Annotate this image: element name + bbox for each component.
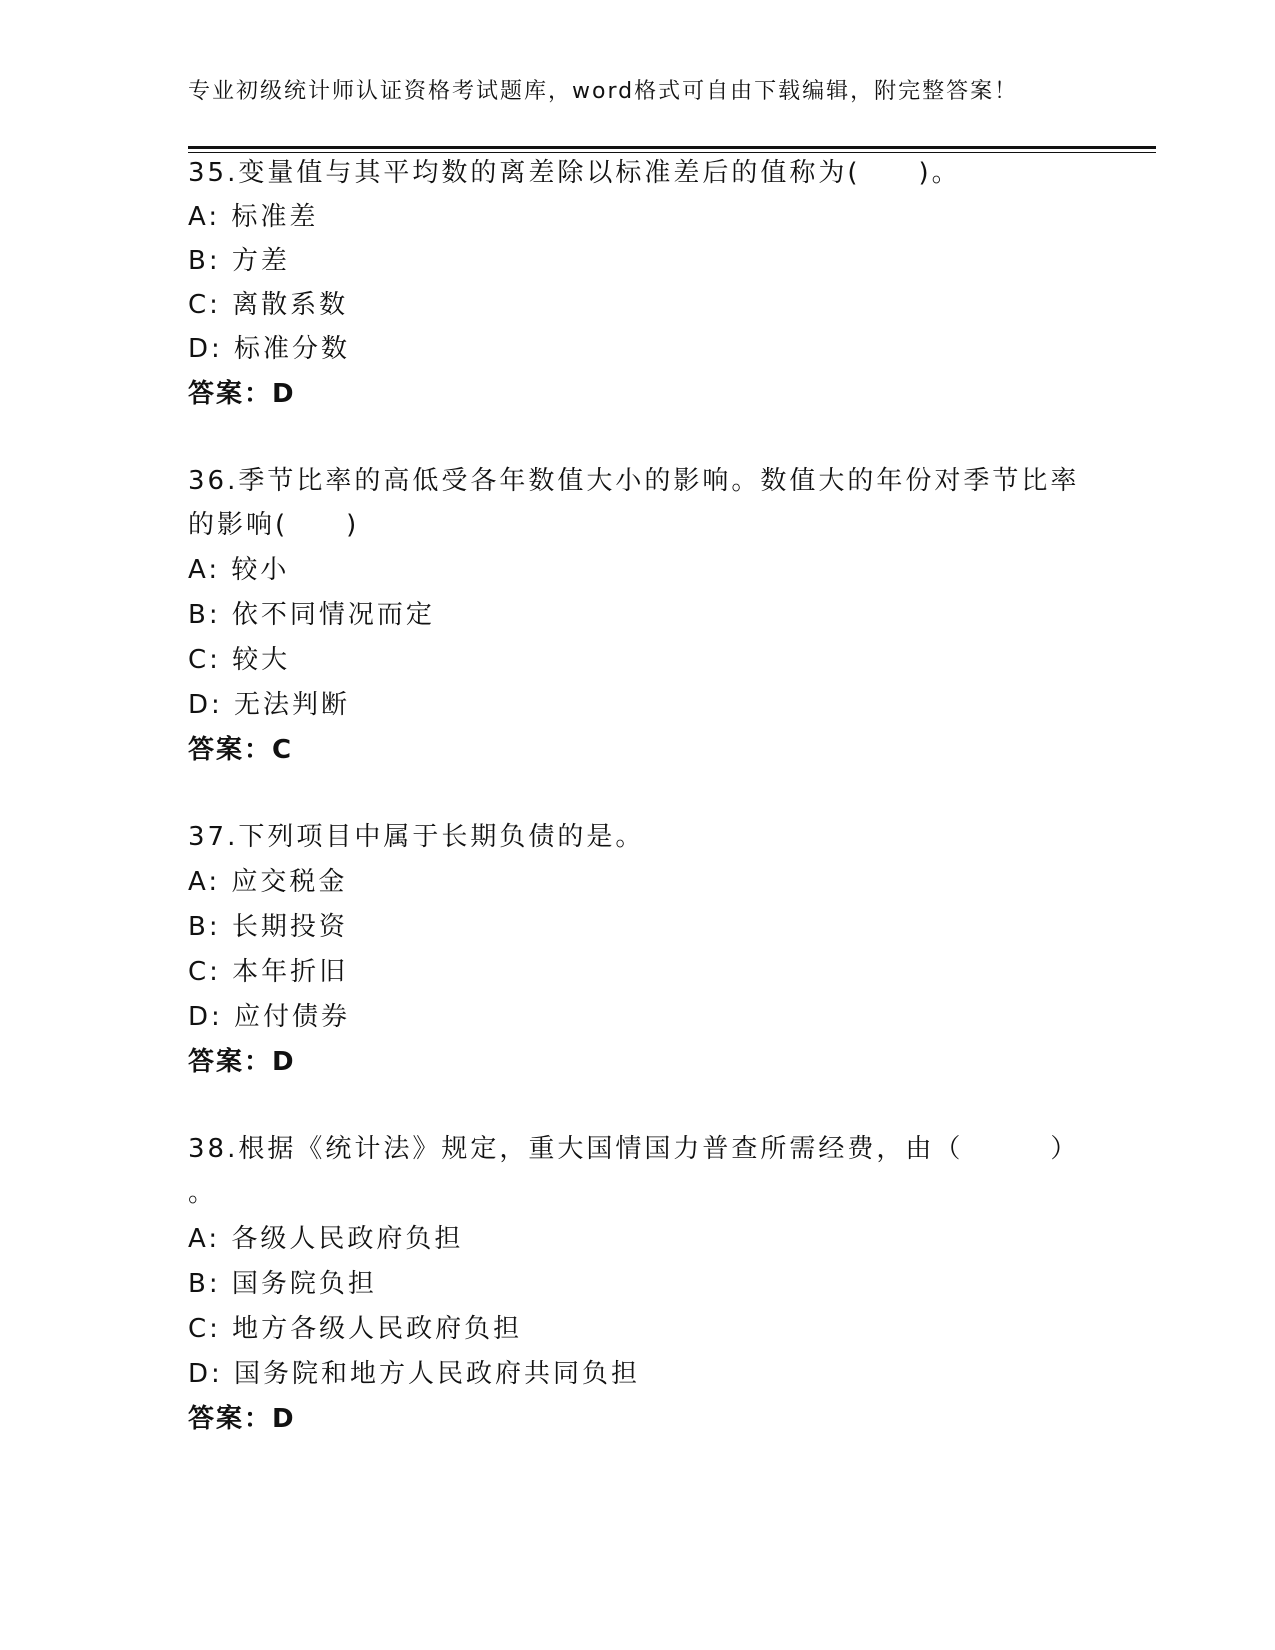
question-36-option-b: B: 依不同情况而定	[188, 600, 435, 630]
question-38-option-c: C: 地方各级人民政府负担	[188, 1314, 523, 1344]
question-38-answer: 答案：D	[188, 1404, 296, 1434]
question-38-option-a: A: 各级人民政府负担	[188, 1224, 464, 1254]
question-37-option-b: B: 长期投资	[188, 912, 348, 942]
question-35-stem: 35.变量值与其平均数的离差除以标准差后的值称为( )。	[188, 158, 961, 188]
header-divider-thin	[188, 152, 1156, 153]
question-36-stem-line-2: 的影响( )	[188, 510, 360, 540]
header-divider-thick	[188, 146, 1156, 149]
question-35-option-d: D: 标准分数	[188, 334, 351, 364]
question-37-option-c: C: 本年折旧	[188, 957, 349, 987]
question-37-option-a: A: 应交税金	[188, 867, 348, 897]
question-38-stem-line-1: 38.根据《统计法》规定，重大国情国力普查所需经费，由（ ）	[188, 1134, 1080, 1164]
question-37-stem: 37.下列项目中属于长期负债的是。	[188, 822, 645, 852]
question-37-option-d: D: 应付债券	[188, 1002, 351, 1032]
page-header: 专业初级统计师认证资格考试题库，word格式可自由下载编辑，附完整答案！	[188, 79, 1019, 104]
question-38-option-d: D: 国务院和地方人民政府共同负担	[188, 1359, 641, 1389]
question-37-answer: 答案：D	[188, 1047, 296, 1077]
question-38-stem-line-2: 。	[188, 1178, 218, 1208]
question-36-answer: 答案：C	[188, 735, 294, 765]
question-35-option-a: A: 标准差	[188, 202, 319, 232]
question-36-option-a: A: 较小	[188, 555, 290, 585]
question-35-option-c: C: 离散系数	[188, 290, 349, 320]
question-36-stem-line-1: 36.季节比率的高低受各年数值大小的影响。数值大的年份对季节比率	[188, 466, 1080, 496]
question-36-option-c: C: 较大	[188, 645, 291, 675]
question-38-option-b: B: 国务院负担	[188, 1269, 377, 1299]
question-36-option-d: D: 无法判断	[188, 690, 351, 720]
question-35-answer: 答案：D	[188, 379, 296, 409]
question-35-option-b: B: 方差	[188, 246, 290, 276]
